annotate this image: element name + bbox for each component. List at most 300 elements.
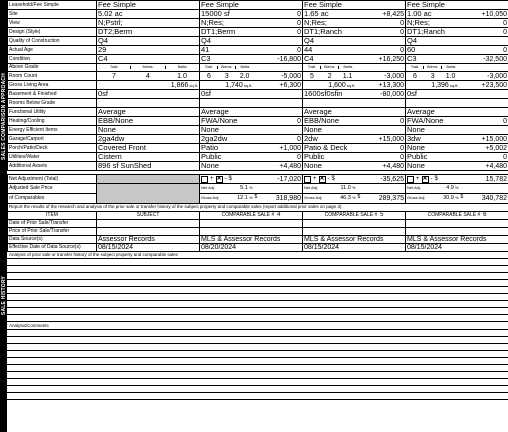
net-checkboxes bbox=[303, 175, 357, 184]
room-count-ba: 1.0 bbox=[445, 72, 456, 80]
comment-line[interactable] bbox=[7, 392, 508, 399]
comp-2-adjustment[interactable]: 0 bbox=[357, 28, 406, 37]
plus-label: + bbox=[313, 176, 317, 182]
history-value[interactable] bbox=[97, 219, 200, 227]
comp-1-adjustment[interactable]: 0 bbox=[254, 10, 303, 19]
comp-2-value[interactable] bbox=[303, 99, 357, 108]
row-label: Energy Efficient Items bbox=[8, 126, 97, 135]
comp-1-adjustment[interactable] bbox=[254, 126, 303, 135]
row-label: Porch/Patio/Deck bbox=[8, 144, 97, 153]
net-adj-cell: Net Adj. 5.1 % bbox=[200, 184, 254, 194]
grade-header-total: Total bbox=[406, 66, 424, 70]
comment-line[interactable] bbox=[7, 350, 508, 357]
subject-value[interactable]: N;Pstrl; bbox=[97, 19, 200, 28]
comp-1-value[interactable]: None bbox=[200, 126, 254, 135]
adjusted-price-cell[interactable] bbox=[254, 194, 303, 204]
row-label: Room Count bbox=[8, 72, 97, 81]
grid-row bbox=[8, 37, 508, 46]
net-adj-label: Net Adj. bbox=[407, 184, 422, 190]
above-grade-row bbox=[8, 64, 508, 72]
comp-2-value[interactable]: N;Res; bbox=[303, 19, 357, 28]
comp-2-adjustment[interactable]: -80,000 bbox=[357, 90, 406, 99]
subject-value[interactable]: EBB/None bbox=[97, 117, 200, 126]
history-row-label: Date of Prior Sale/Transfer bbox=[8, 219, 97, 227]
net-adjustment-total[interactable]: 15,782 bbox=[460, 175, 508, 184]
grade-header-baths: Baths bbox=[343, 64, 353, 69]
net-adj-percent: 4.9 bbox=[446, 184, 454, 191]
adjusted-price-row bbox=[8, 184, 508, 194]
item-header: ITEM bbox=[8, 211, 97, 219]
gla-adjustment[interactable]: +23,500 bbox=[460, 81, 508, 90]
comp-2-adjustment[interactable] bbox=[357, 37, 406, 46]
gross-adj-label: Gross Adj. bbox=[407, 194, 426, 200]
gross-adj-label: Gross Adj. bbox=[304, 194, 323, 200]
comp-2-value[interactable]: Public bbox=[303, 153, 357, 162]
history-value[interactable] bbox=[406, 227, 508, 235]
row-label: Heating/Cooling bbox=[8, 117, 97, 126]
grid-row bbox=[8, 28, 508, 37]
comp-2-adjustment[interactable]: +16,250 bbox=[357, 55, 406, 64]
row-label: Design (Style) bbox=[8, 28, 97, 37]
comp-3-adjustment[interactable]: 0 bbox=[460, 19, 508, 28]
net-adj-label: Net Adj. bbox=[201, 184, 216, 190]
grid-row bbox=[8, 153, 508, 162]
comp-3-adjustment[interactable] bbox=[460, 37, 508, 46]
comp-3-value[interactable]: FWA/None bbox=[406, 117, 460, 126]
comp-2-adjustment[interactable]: 0 bbox=[357, 19, 406, 28]
net-checkboxes bbox=[406, 175, 460, 184]
grid-row bbox=[8, 99, 508, 108]
comp-1-adjustment[interactable] bbox=[254, 99, 303, 108]
comp-3-value[interactable]: Average bbox=[406, 108, 460, 117]
comp-1-adjustment[interactable]: -16,800 bbox=[254, 55, 303, 64]
gla-cell[interactable] bbox=[97, 81, 200, 90]
grid-row bbox=[8, 90, 508, 99]
history-value[interactable] bbox=[303, 219, 406, 227]
comparable-label: COMPARABLE SALE # bbox=[324, 212, 378, 218]
row-label: Garage/Carport bbox=[8, 135, 97, 144]
comp-3-adjustment[interactable]: +5,002 bbox=[460, 144, 508, 153]
comp-1-value[interactable]: Patio bbox=[200, 144, 254, 153]
comp-3-adjustment[interactable]: 0 bbox=[460, 46, 508, 55]
comparable-header bbox=[303, 211, 406, 219]
comp-2-adjustment[interactable]: +8,425 bbox=[357, 10, 406, 19]
comp-2-value[interactable]: None bbox=[303, 126, 357, 135]
comp-1-value[interactable]: 0sf bbox=[200, 90, 254, 99]
gross-adj-cell: Gross Adj. 46.3 % bbox=[303, 194, 357, 204]
net-adj-percent: 11.0 bbox=[340, 184, 351, 191]
comp-3-value[interactable]: Public bbox=[406, 153, 460, 162]
gla-unit: sq.ft. bbox=[189, 82, 198, 88]
comp-3-value[interactable]: Fee Simple bbox=[406, 1, 460, 10]
history-value[interactable]: MLS & Assessor Records bbox=[200, 235, 303, 243]
room-count-ba: 2.0 bbox=[239, 72, 250, 80]
comment-line[interactable] bbox=[7, 357, 508, 364]
comment-line[interactable] bbox=[7, 371, 508, 378]
subject-value[interactable]: None bbox=[97, 126, 200, 135]
comp-3-adjustment[interactable] bbox=[460, 90, 508, 99]
subject-value[interactable]: Cistern bbox=[97, 153, 200, 162]
subject-value[interactable] bbox=[97, 99, 200, 108]
net-checkboxes bbox=[200, 175, 254, 184]
subject-value[interactable]: 2ga4dw bbox=[97, 135, 200, 144]
comp-3-value[interactable]: None bbox=[406, 162, 460, 171]
comp-1-adjustment[interactable] bbox=[254, 108, 303, 117]
comp-3-value[interactable] bbox=[406, 99, 460, 108]
history-value[interactable]: Assessor Records bbox=[97, 235, 200, 243]
comp-2-adjustment[interactable] bbox=[357, 126, 406, 135]
grade-header-bdrms: Bdrms. bbox=[218, 66, 236, 70]
gla-value: 1,740 bbox=[225, 81, 243, 89]
comp-3-adjustment[interactable]: +15,000 bbox=[460, 135, 508, 144]
comp-2-value[interactable]: Fee Simple bbox=[303, 1, 357, 10]
comp-3-adjustment[interactable] bbox=[460, 99, 508, 108]
sale-history-side-label: SALE HISTORY bbox=[0, 276, 7, 316]
empty-cell bbox=[254, 184, 303, 194]
comp-1-adjustment[interactable]: 0 bbox=[254, 46, 303, 55]
comparable-number: 4 bbox=[277, 212, 281, 218]
comp-1-adjustment[interactable]: 0 bbox=[254, 28, 303, 37]
history-intro: Report the results of the research and analysis of the prior sale or transfer history of the subject property and comparable sales (report additional prior sales on page 3). bbox=[8, 204, 508, 211]
appraisal-form bbox=[7, 0, 508, 432]
gla-cell[interactable] bbox=[303, 81, 357, 90]
sales-comparison-side-label: SALES COMPARISON APPROACH bbox=[0, 72, 7, 160]
gla-unit: sq.ft. bbox=[346, 82, 356, 88]
net-adj-cell: Net Adj. 11.0 % bbox=[303, 184, 357, 194]
comp-2-adjustment[interactable] bbox=[357, 108, 406, 117]
history-value[interactable]: MLS & Assessor Records bbox=[303, 235, 406, 243]
subject-value[interactable]: Covered Front bbox=[97, 144, 200, 153]
room-count-ba: 1.0 bbox=[177, 72, 187, 80]
comp-3-adjustment[interactable]: 0 bbox=[460, 28, 508, 37]
sale-history-grid bbox=[7, 204, 508, 252]
comp-1-value[interactable]: None bbox=[200, 162, 254, 171]
minus-label: - bbox=[224, 176, 227, 182]
comp-2-value[interactable]: 1.65 ac bbox=[303, 10, 357, 19]
row-label: Net Adjustment (Total) bbox=[8, 175, 97, 184]
room-count-t: 6 bbox=[412, 72, 417, 80]
adjusted-price-cell[interactable] bbox=[460, 194, 508, 204]
sales-comparison-grid bbox=[7, 0, 508, 204]
net-adjustment-total[interactable]: -35,625 bbox=[357, 175, 406, 184]
history-value[interactable] bbox=[97, 227, 200, 235]
comp-3-adjustment[interactable] bbox=[460, 1, 508, 10]
row-label: Basement & Finished bbox=[8, 90, 97, 99]
room-count-adjustment[interactable]: -3,000 bbox=[357, 72, 406, 81]
gross-adj-percent: 46.3 bbox=[340, 194, 351, 201]
grid-row bbox=[8, 144, 508, 153]
row-label: Utilities/Water bbox=[8, 153, 97, 162]
room-count-cell[interactable] bbox=[303, 72, 357, 81]
comp-3-adjustment[interactable]: +10,050 bbox=[460, 10, 508, 19]
history-row-label: Effective Date of Data Source(s) bbox=[8, 243, 97, 251]
comp-3-value[interactable]: 1.00 ac bbox=[406, 10, 460, 19]
history-value[interactable]: 08/20/2024 bbox=[200, 243, 303, 251]
comp-2-adjustment[interactable]: 0 bbox=[357, 144, 406, 153]
comment-line[interactable] bbox=[7, 399, 508, 406]
grid-row bbox=[8, 19, 508, 28]
empty-cell bbox=[357, 64, 406, 72]
comment-line[interactable] bbox=[7, 307, 508, 314]
comp-2-value[interactable]: C4 bbox=[303, 55, 357, 64]
row-label: Rooms Below Grade bbox=[8, 99, 97, 108]
comp-1-adjustment[interactable] bbox=[254, 1, 303, 10]
gla-cell[interactable] bbox=[406, 81, 460, 90]
comp-3-adjustment[interactable]: +4,480 bbox=[460, 162, 508, 171]
comp-1-adjustment[interactable]: 0 bbox=[254, 153, 303, 162]
adjusted-sale-price: 340,782 bbox=[481, 195, 507, 202]
room-count-b: 3 bbox=[430, 72, 435, 80]
comment-line[interactable] bbox=[7, 300, 508, 307]
row-label: Gross Living Area bbox=[8, 81, 97, 90]
comp-3-value[interactable]: Q4 bbox=[406, 37, 460, 46]
history-value[interactable]: 08/15/2024 bbox=[97, 243, 200, 251]
subject-value[interactable]: 896 sf SunShed bbox=[97, 162, 200, 171]
history-value[interactable]: MLS & Assessor Records bbox=[406, 235, 508, 243]
comp-1-value[interactable]: DT1;Berm bbox=[200, 28, 254, 37]
comp-3-adjustment[interactable] bbox=[460, 108, 508, 117]
comp-2-adjustment[interactable]: +4,480 bbox=[357, 162, 406, 171]
empty-cell bbox=[254, 64, 303, 72]
comp-1-adjustment[interactable] bbox=[254, 90, 303, 99]
comp-1-value[interactable]: C3 bbox=[200, 55, 254, 64]
grade-header-bdrms: Bdrms. bbox=[321, 66, 339, 70]
empty-cell bbox=[357, 184, 406, 194]
comp-1-adjustment[interactable]: +4,480 bbox=[254, 162, 303, 171]
subject-value[interactable]: 5.02 ac bbox=[97, 10, 200, 19]
comp-1-value[interactable]: 41 bbox=[200, 46, 254, 55]
comp-2-adjustment[interactable]: +15,000 bbox=[357, 135, 406, 144]
comment-line[interactable] bbox=[7, 329, 508, 336]
history-row bbox=[8, 235, 508, 243]
grid-row bbox=[8, 1, 508, 10]
comment-line[interactable] bbox=[7, 343, 508, 350]
grid-row bbox=[8, 10, 508, 19]
gross-adj-label: Gross Adj. bbox=[201, 194, 220, 200]
dollar-sign: $ bbox=[228, 176, 232, 182]
grade-header-bdrms: Bdrms. bbox=[424, 66, 442, 70]
comp-1-value[interactable] bbox=[200, 99, 254, 108]
comp-2-adjustment[interactable]: 0 bbox=[357, 153, 406, 162]
room-count-t: 5 bbox=[309, 72, 314, 80]
gla-cell[interactable] bbox=[200, 81, 254, 90]
comp-3-value[interactable]: 3dw bbox=[406, 135, 460, 144]
history-row bbox=[8, 243, 508, 251]
dollar-sign: $ bbox=[254, 194, 258, 200]
history-row-label: Data Source(s) bbox=[8, 235, 97, 243]
comp-3-adjustment[interactable] bbox=[460, 126, 508, 135]
history-value[interactable]: 08/15/2024 bbox=[406, 243, 508, 251]
comp-1-value[interactable]: 15000 sf bbox=[200, 10, 254, 19]
comp-1-value[interactable]: Average bbox=[200, 108, 254, 117]
comment-line[interactable] bbox=[7, 286, 508, 293]
comment-line[interactable] bbox=[7, 336, 508, 343]
row-label: Condition bbox=[8, 55, 97, 64]
room-count-cell[interactable] bbox=[406, 72, 460, 81]
plus-checkbox[interactable] bbox=[407, 176, 414, 183]
grid-row bbox=[8, 46, 508, 55]
subject-net-blank bbox=[97, 175, 200, 184]
comp-2-adjustment[interactable]: 0 bbox=[357, 117, 406, 126]
comment-line[interactable] bbox=[7, 279, 508, 286]
grade-header-bdrms: Bdrms. bbox=[131, 66, 165, 70]
minus-checkbox-checked-icon[interactable]: ✕ bbox=[422, 175, 428, 182]
grade-header bbox=[200, 64, 254, 72]
comparable-label: COMPARABLE SALE # bbox=[427, 212, 481, 218]
comp-1-adjustment[interactable]: 0 bbox=[254, 135, 303, 144]
subject-value[interactable]: Average bbox=[97, 108, 200, 117]
comp-1-value[interactable]: N;Res; bbox=[200, 19, 254, 28]
subject-value[interactable]: Q4 bbox=[97, 37, 200, 46]
room-count-adjustment[interactable]: -5,000 bbox=[254, 72, 303, 81]
comp-3-value[interactable]: 0sf bbox=[406, 90, 460, 99]
comment-line[interactable] bbox=[7, 265, 508, 272]
comment-line[interactable] bbox=[7, 272, 508, 279]
history-value[interactable] bbox=[303, 227, 406, 235]
comment-line[interactable] bbox=[7, 314, 508, 321]
comment-line[interactable] bbox=[7, 258, 508, 265]
history-row-label: Price of Prior Sale/Transfer bbox=[8, 227, 97, 235]
comparable-label: COMPARABLE SALE # bbox=[221, 212, 275, 218]
room-count-b: 3 bbox=[224, 72, 229, 80]
grade-header-baths: Baths bbox=[446, 64, 456, 69]
comp-1-value[interactable]: Q4 bbox=[200, 37, 254, 46]
history-value[interactable] bbox=[200, 219, 303, 227]
comparable-number: 6 bbox=[483, 212, 487, 218]
row-label: Additional Assets bbox=[8, 162, 97, 171]
plus-checkbox[interactable] bbox=[201, 176, 208, 183]
grade-header-total: Total bbox=[97, 66, 131, 70]
comment-line[interactable] bbox=[7, 364, 508, 371]
dollar-sign: $ bbox=[460, 194, 464, 200]
history-intro-row bbox=[8, 204, 508, 211]
gla-adjustment[interactable]: +6,300 bbox=[254, 81, 303, 90]
subject-value[interactable]: Fee Simple bbox=[97, 1, 200, 10]
comp-2-value[interactable]: Q4 bbox=[303, 37, 357, 46]
minus-checkbox-checked-icon[interactable]: ✕ bbox=[216, 175, 222, 182]
grade-header-baths: Baths bbox=[177, 64, 187, 69]
gla-value: 1,396 bbox=[431, 81, 449, 89]
analysis-label: Analysis of prior sale or transfer history of the subject property and comparable sales bbox=[9, 251, 178, 257]
comparable-number: 5 bbox=[380, 212, 384, 218]
history-value[interactable]: 08/15/2024 bbox=[303, 243, 406, 251]
analysis-section bbox=[7, 252, 508, 406]
adjusted-price-cell[interactable] bbox=[357, 194, 406, 204]
comment-line[interactable] bbox=[7, 293, 508, 300]
row-label: of Comparables bbox=[8, 194, 97, 204]
comp-1-value[interactable]: Public bbox=[200, 153, 254, 162]
comp-2-value[interactable]: EBB/None bbox=[303, 117, 357, 126]
comp-2-value[interactable]: 44 bbox=[303, 46, 357, 55]
empty-cell bbox=[460, 64, 508, 72]
comp-3-value[interactable]: N;Res; bbox=[406, 19, 460, 28]
net-adj-cell: Net Adj. 4.9 % bbox=[406, 184, 460, 194]
row-label: Adjusted Sale Price bbox=[8, 184, 97, 194]
history-header-row bbox=[8, 211, 508, 219]
room-count-cell[interactable] bbox=[97, 72, 200, 81]
comp-3-value[interactable]: None bbox=[406, 144, 460, 153]
dollar-sign: $ bbox=[357, 194, 361, 200]
comp-1-value[interactable]: 2ga2dw bbox=[200, 135, 254, 144]
gross-adj-cell: Gross Adj. 30.9 % bbox=[406, 194, 460, 204]
row-label: Actual Age bbox=[8, 46, 97, 55]
comp-2-value[interactable]: Patio & Deck bbox=[303, 144, 357, 153]
gross-adj-cell: Gross Adj. 12.1 % bbox=[200, 194, 254, 204]
dollar-sign: $ bbox=[331, 176, 335, 182]
grid-row bbox=[8, 162, 508, 171]
subject-value[interactable]: DT2;Berm bbox=[97, 28, 200, 37]
grid-row bbox=[8, 108, 508, 117]
grade-header bbox=[303, 64, 357, 72]
subject-value[interactable]: C4 bbox=[97, 55, 200, 64]
room-count-cell[interactable] bbox=[200, 72, 254, 81]
gla-adjustment[interactable]: +13,300 bbox=[357, 81, 406, 90]
history-row bbox=[8, 227, 508, 235]
comp-2-value[interactable]: 1600sf0sfin bbox=[303, 90, 357, 99]
room-count-b: 2 bbox=[327, 72, 332, 80]
comp-1-value[interactable]: FWA/None bbox=[200, 117, 254, 126]
comp-2-value[interactable]: Average bbox=[303, 108, 357, 117]
plus-checkbox[interactable] bbox=[304, 176, 311, 183]
comp-1-value[interactable]: Fee Simple bbox=[200, 1, 254, 10]
net-adjustment-total[interactable]: -17,020 bbox=[254, 175, 303, 184]
comment-line[interactable] bbox=[7, 378, 508, 385]
gla-unit: sq.ft. bbox=[449, 82, 459, 88]
comp-3-adjustment[interactable]: 0 bbox=[460, 153, 508, 162]
net-adj-label: Net Adj. bbox=[304, 184, 319, 190]
comparable-header bbox=[406, 211, 508, 219]
comp-2-value[interactable]: None bbox=[303, 162, 357, 171]
adjusted-sale-price: 289,375 bbox=[378, 195, 404, 202]
comp-3-value[interactable]: 60 bbox=[406, 46, 460, 55]
comp-2-adjustment[interactable] bbox=[357, 1, 406, 10]
net-adj-percent: 5.1 bbox=[240, 184, 248, 191]
comp-3-adjustment[interactable]: -32,500 bbox=[460, 55, 508, 64]
subject-value[interactable]: 29 bbox=[97, 46, 200, 55]
history-value[interactable] bbox=[200, 227, 303, 235]
adjusted-sale-price: 318,980 bbox=[275, 195, 301, 202]
subject-value[interactable]: 0sf bbox=[97, 90, 200, 99]
comp-3-value[interactable]: C3 bbox=[406, 55, 460, 64]
comp-1-adjustment[interactable]: +1,000 bbox=[254, 144, 303, 153]
comp-2-adjustment[interactable] bbox=[357, 99, 406, 108]
comparable-header bbox=[200, 211, 303, 219]
grid-row bbox=[8, 126, 508, 135]
comp-1-adjustment[interactable]: 0 bbox=[254, 19, 303, 28]
comment-line[interactable] bbox=[7, 385, 508, 392]
grade-header bbox=[406, 64, 460, 72]
row-label: View bbox=[8, 19, 97, 28]
room-count-adjustment[interactable]: -3,000 bbox=[460, 72, 508, 81]
comp-2-adjustment[interactable]: 0 bbox=[357, 46, 406, 55]
history-value[interactable] bbox=[406, 219, 508, 227]
comp-2-value[interactable]: 2dw bbox=[303, 135, 357, 144]
plus-label: + bbox=[416, 176, 420, 182]
comp-3-adjustment[interactable]: 0 bbox=[460, 117, 508, 126]
comp-1-adjustment[interactable]: 0 bbox=[254, 117, 303, 126]
comp-3-value[interactable]: None bbox=[406, 126, 460, 135]
room-count-row bbox=[8, 72, 508, 81]
comp-2-value[interactable]: DT1;Ranch bbox=[303, 28, 357, 37]
room-count-b: 4 bbox=[146, 72, 150, 80]
comp-1-adjustment[interactable] bbox=[254, 37, 303, 46]
minus-checkbox-checked-icon[interactable]: ✕ bbox=[319, 175, 325, 182]
grid-row bbox=[8, 117, 508, 126]
comp-3-value[interactable]: DT1;Ranch bbox=[406, 28, 460, 37]
gross-adj-percent: 30.9 bbox=[443, 194, 454, 201]
gla-row bbox=[8, 81, 508, 90]
adjusted-price-row-2 bbox=[8, 194, 508, 204]
